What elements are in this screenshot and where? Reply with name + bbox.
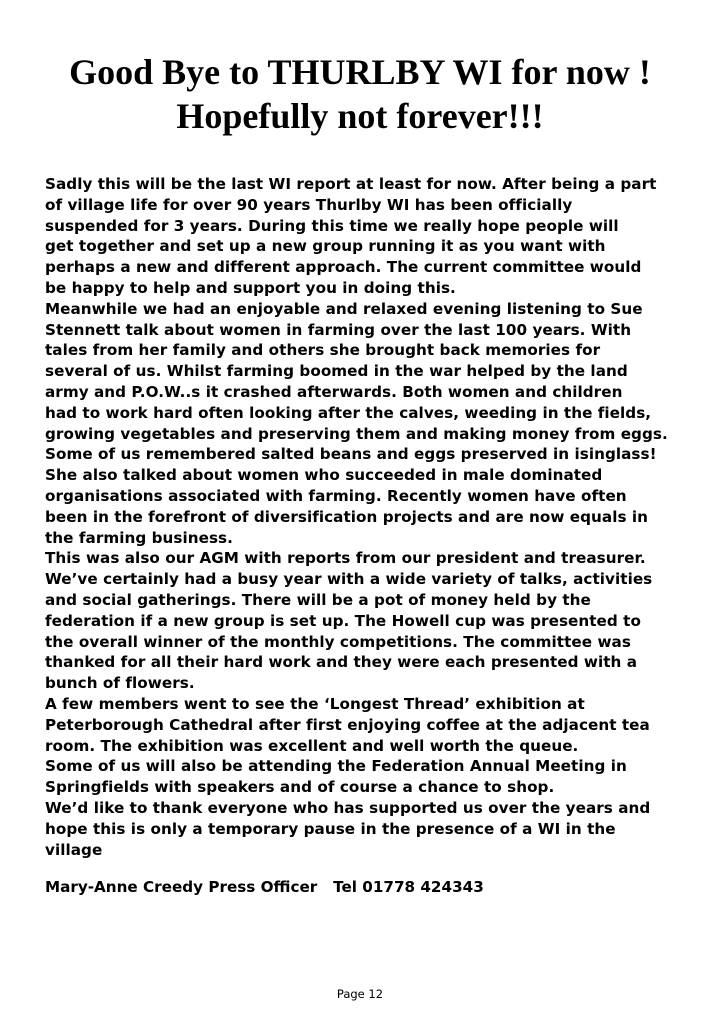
body-line: been in the forefront of diversification projects and are now equals in	[45, 507, 649, 526]
body-line: of village life for over 90 years Thurlby WI has been officially	[45, 195, 573, 214]
body-line: Meanwhile we had an enjoyable and relaxed evening listening to Sue	[45, 299, 643, 318]
body-line: had to work hard often looking after the calves, weeding in the fields,	[45, 403, 652, 422]
body-line: federation if a new group is set up. The Howell cup was presented to	[45, 611, 641, 630]
page-title	[0, 50, 720, 138]
body-line: be happy to help and support you in doing this.	[45, 278, 456, 297]
page-number: Page 12	[336, 987, 384, 1001]
body-line: Peterborough Cathedral after first enjoying coffee at the adjacent tea	[45, 715, 650, 734]
body-line: several of us. Whilst farming boomed in the war helped by the land	[45, 362, 628, 381]
body-line: Stennett talk about women in farming over the last 100 years. With	[45, 320, 632, 339]
body-line: village	[45, 840, 103, 859]
title-line-2: Hopefully not forever!!!	[176, 96, 544, 136]
title-line-1: Good Bye to THURLBY WI for now !	[69, 52, 651, 92]
press-officer-signature: Mary-Anne Creedy Press Officer Tel 01778 424343	[45, 878, 484, 896]
body-line: We’ve certainly had a busy year with a wide variety of talks, activities	[45, 570, 653, 589]
body-line: She also talked about women who succeeded in male dominated	[45, 466, 603, 485]
body-line: perhaps a new and different approach. The current committee would	[45, 258, 642, 277]
body-line: growing vegetables and preserving them and making money from eggs.	[45, 424, 668, 443]
body-line: Some of us remembered salted beans and eggs preserved in isinglass!	[45, 445, 657, 464]
body-line: get together and set up a new group running it as you want with	[45, 237, 606, 256]
body-line: army and P.O.W..s it crashed afterwards. Both women and children	[45, 382, 623, 401]
body-line: organisations associated with farming. Recently women have often	[45, 486, 627, 505]
body-line: suspended for 3 years. During this time we really hope people will	[45, 216, 619, 235]
body-line: the overall winner of the monthly competitions. The committee was	[45, 632, 631, 651]
body-line: and social gatherings. There will be a pot of money held by the	[45, 590, 591, 609]
body-line: Sadly this will be the last WI report at least for now. After being a part	[45, 175, 657, 193]
body-line: the farming business.	[45, 528, 233, 547]
body-line: This was also our AGM with reports from our president and treasurer.	[45, 549, 646, 568]
article-body	[45, 174, 685, 860]
body-line: Some of us will also be attending the Federation Annual Meeting in	[45, 757, 627, 776]
body-line: A few members went to see the ‘Longest Thread’ exhibition at	[45, 694, 585, 713]
body-line: tales from her family and others she brought back memories for	[45, 341, 601, 360]
body-line: bunch of flowers.	[45, 674, 195, 693]
body-line: hope this is only a temporary pause in the presence of a WI in the	[45, 819, 616, 838]
body-line: Springfields with speakers and of course a chance to shop.	[45, 778, 555, 797]
body-line: room. The exhibition was excellent and well worth the queue.	[45, 736, 579, 755]
body-line: We’d like to thank everyone who has supported us over the years and	[45, 798, 651, 817]
body-line: thanked for all their hard work and they were each presented with a	[45, 653, 638, 672]
